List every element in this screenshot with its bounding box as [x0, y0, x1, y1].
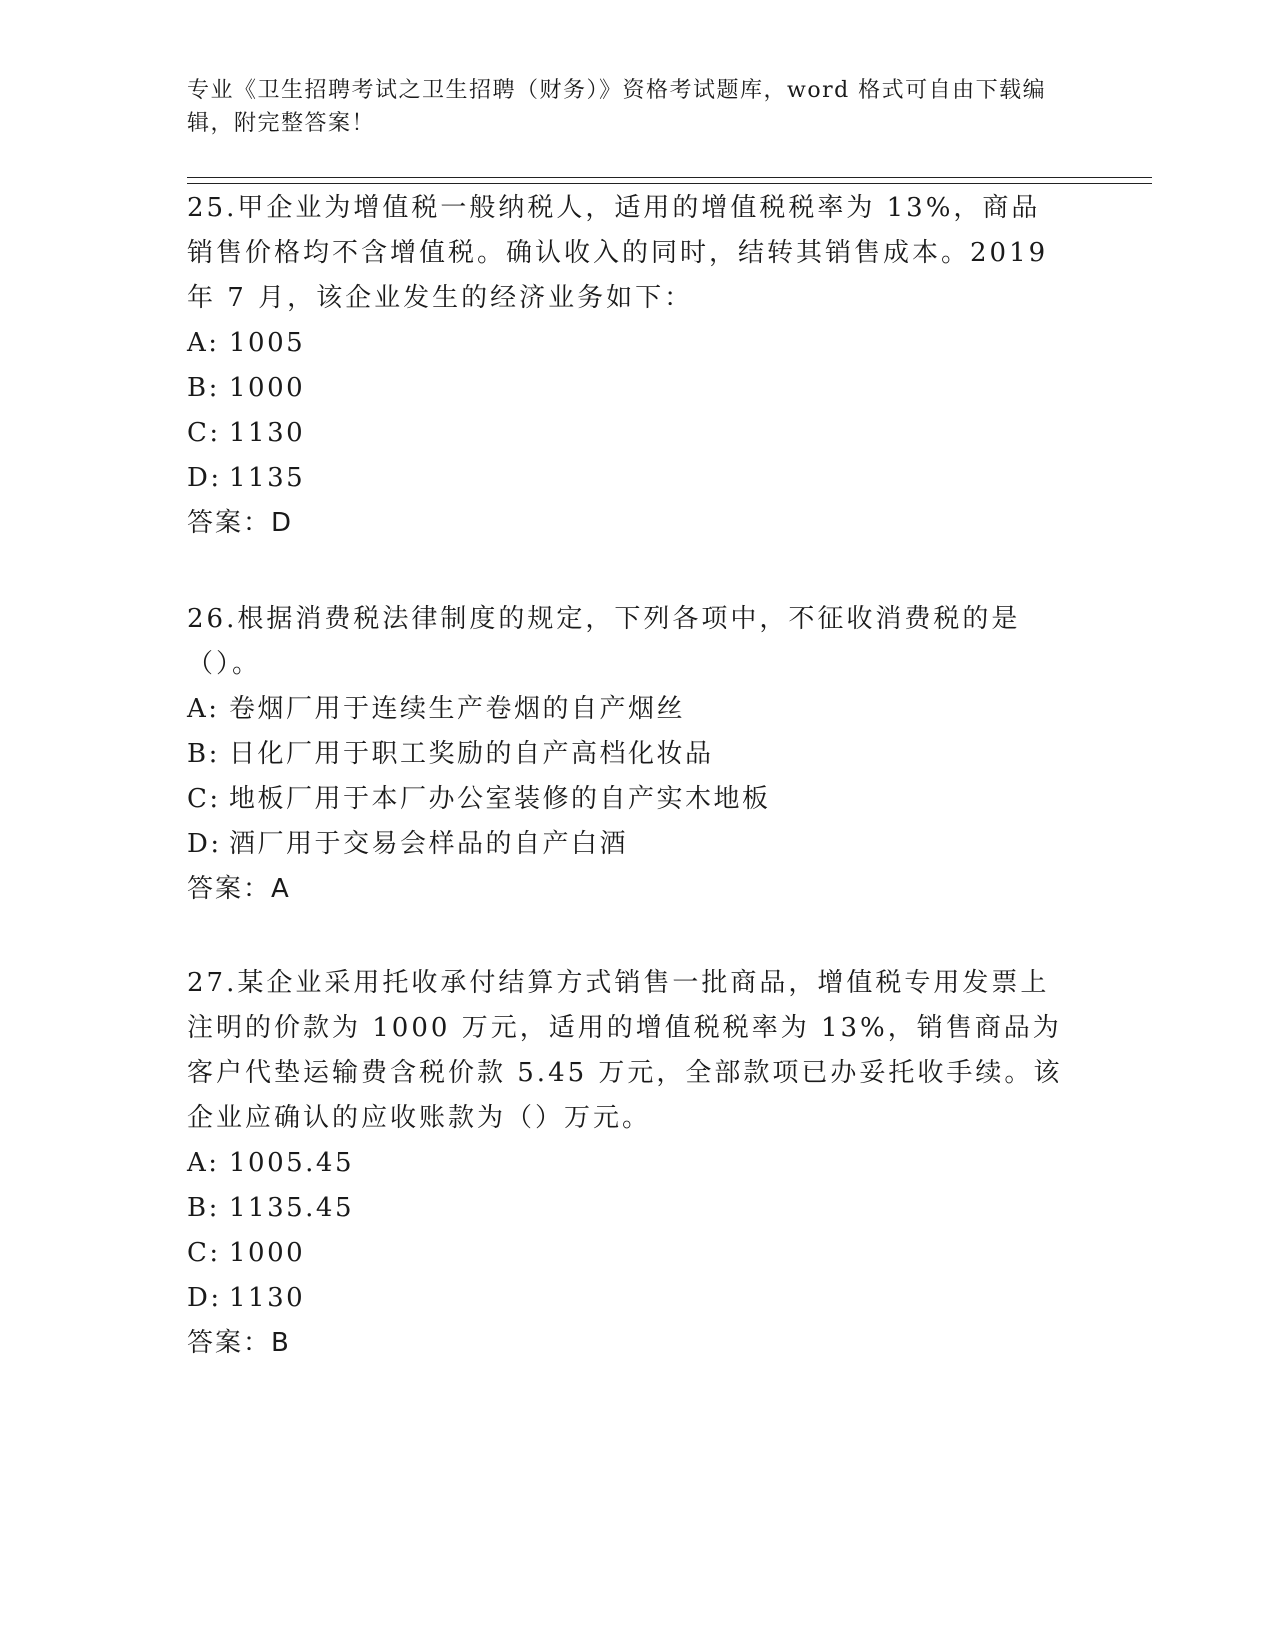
option-d: [187, 822, 1067, 867]
option-d: [187, 456, 1067, 501]
option-text: 1000: [229, 373, 306, 403]
answer-label: 答案：A: [187, 874, 291, 904]
option-letter: D:: [187, 463, 222, 493]
option-letter: C:: [187, 1238, 221, 1268]
question-27: [187, 961, 1067, 1366]
option-a: [187, 1141, 1067, 1186]
option-text: 地板厂用于本厂办公室装修的自产实木地板: [229, 784, 771, 814]
header-divider-bottom: [187, 183, 1152, 184]
option-a: [187, 321, 1067, 366]
question-stem: 25.甲企业为增值税一般纳税人，适用的增值税税率为 13%，商品销售价格均不含增值税。确认收入的同时，结转其销售成本。2019 年 7 月，该企业发生的经济业务如下：: [187, 193, 1049, 313]
document-header: 专业《卫生招聘考试之卫生招聘（财务）》资格考试题库，word 格式可自由下载编辑，附完整答案！: [187, 78, 1047, 136]
option-c: [187, 411, 1067, 456]
option-letter: D:: [187, 1283, 222, 1313]
option-letter: C:: [187, 784, 221, 814]
option-text: 卷烟厂用于连续生产卷烟的自产烟丝: [229, 694, 686, 724]
option-text: 1005.45: [229, 1148, 355, 1178]
option-text: 1130: [229, 1283, 306, 1313]
option-text: 1000: [229, 1238, 306, 1268]
option-letter: B:: [187, 1193, 220, 1223]
option-d: [187, 1276, 1067, 1321]
option-b: [187, 366, 1067, 411]
question-25: [187, 186, 1067, 546]
option-text: 1135.45: [229, 1193, 355, 1223]
option-a: [187, 687, 1067, 732]
option-letter: A:: [187, 1148, 220, 1178]
option-letter: D:: [187, 829, 222, 859]
question-26: [187, 597, 1067, 912]
option-b: [187, 732, 1067, 777]
option-letter: A:: [187, 328, 220, 358]
option-letter: A:: [187, 694, 220, 724]
option-letter: B:: [187, 739, 220, 769]
option-c: [187, 1231, 1067, 1276]
option-text: 1005: [229, 328, 306, 358]
header-divider-top: [187, 177, 1152, 178]
answer-label: 答案：B: [187, 1328, 291, 1358]
option-c: [187, 777, 1067, 822]
option-text: 日化厂用于职工奖励的自产高档化妆品: [229, 739, 714, 769]
answer-label: 答案：D: [187, 508, 294, 538]
question-stem: 26.根据消费税法律制度的规定，下列各项中，不征收消费税的是（）。: [187, 604, 1021, 679]
option-letter: B:: [187, 373, 220, 403]
option-text: 1135: [229, 463, 306, 493]
option-letter: C:: [187, 418, 221, 448]
option-text: 1130: [229, 418, 306, 448]
option-b: [187, 1186, 1067, 1231]
option-text: 酒厂用于交易会样品的自产白酒: [229, 829, 629, 859]
question-stem: 27.某企业采用托收承付结算方式销售一批商品，增值税专用发票上注明的价款为 1000 万元，适用的增值税税率为 13%，销售商品为客户代垫运输费含税价款 5.45 万元，全部款项已办妥托收手续。该企业应确认的应收账款为（）万元。: [187, 968, 1063, 1133]
